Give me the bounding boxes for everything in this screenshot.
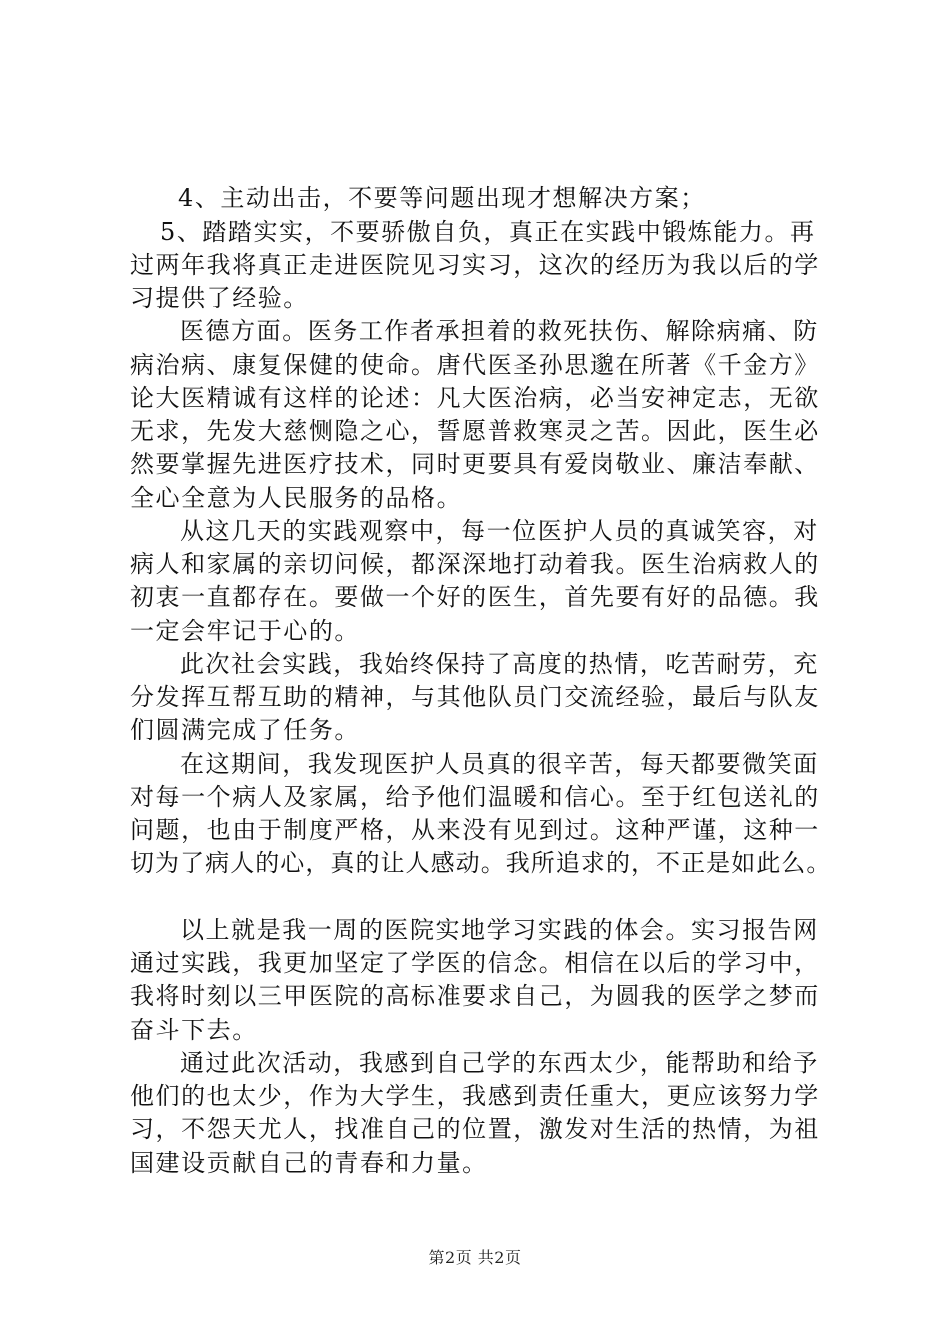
text-line: 从这几天的实践观察中，每一位医护人员的真诚笑容，对 xyxy=(180,517,819,545)
text-line: 病治病、康复保健的使命。唐代医圣孙思邈在所著《千金方》 xyxy=(130,351,820,379)
page-footer: 第2页 共2页 xyxy=(428,1248,522,1267)
text-line: 此次社会实践，我始终保持了高度的热情，吃苦耐劳，充 xyxy=(180,650,819,678)
text-line: 对每一个病人及家属，给予他们温暖和信心。至于红包送礼的 xyxy=(130,783,820,811)
text-line: 习提供了经验。 xyxy=(130,284,309,312)
text-line: 论大医精诚有这样的论述：凡大医治病，必当安神定志，无欲 xyxy=(130,384,820,412)
text-line: 5、踏踏实实，不要骄傲自负，真正在实践中锻炼能力。再 xyxy=(160,218,816,246)
text-line: 他们的也太少，作为大学生，我感到责任重大，更应该努力学 xyxy=(130,1082,820,1110)
text-line: 习，不怨天尤人，找准自己的位置，激发对生活的热情，为祖 xyxy=(130,1115,820,1143)
text-line: 病人和家属的亲切问候，都深深地打动着我。医生治病救人的 xyxy=(130,550,820,578)
text-line: 然要掌握先进医疗技术，同时更要具有爱岗敬业、廉洁奉献、 xyxy=(130,450,820,478)
text-line: 通过此次活动，我感到自己学的东西太少，能帮助和给予 xyxy=(180,1049,819,1077)
text-line: 全心全意为人民服务的品格。 xyxy=(130,484,463,512)
text-line: 们圆满完成了任务。 xyxy=(130,716,360,744)
text-line: 4、主动出击，不要等问题出现才想解决方案； xyxy=(178,184,706,212)
text-line: 分发挥互帮互助的精神，与其他队员门交流经验，最后与队友 xyxy=(130,683,820,711)
text-line: 一定会牢记于心的。 xyxy=(130,617,360,645)
text-line: 以上就是我一周的医院实地学习实践的体会。实习报告网 xyxy=(180,916,819,944)
text-line: 通过实践，我更加坚定了学医的信念。相信在以后的学习中， xyxy=(130,949,820,977)
text-line: 医德方面。医务工作者承担着的救死扶伤、解除病痛、防 xyxy=(180,317,819,345)
text-line: 过两年我将真正走进医院见习实习，这次的经历为我以后的学 xyxy=(130,251,820,279)
text-line: 在这期间，我发现医护人员真的很辛苦，每天都要微笑面 xyxy=(180,750,819,778)
text-line: 我将时刻以三甲医院的高标准要求自己，为圆我的医学之梦而 xyxy=(130,982,820,1010)
text-line: 初衷一直都存在。要做一个好的医生，首先要有好的品德。我 xyxy=(130,583,820,611)
text-line: 奋斗下去。 xyxy=(130,1016,258,1044)
text-line: 国建设贡献自己的青春和力量。 xyxy=(130,1149,488,1177)
text-line: 切为了病人的心，真的让人感动。我所追求的，不正是如此么。 xyxy=(130,849,832,877)
text-line: 无求，先发大慈恻隐之心，誓愿普救寒灵之苦。因此，医生必 xyxy=(130,417,820,445)
text-line: 问题，也由于制度严格，从来没有见到过。这种严谨，这种一 xyxy=(130,816,820,844)
